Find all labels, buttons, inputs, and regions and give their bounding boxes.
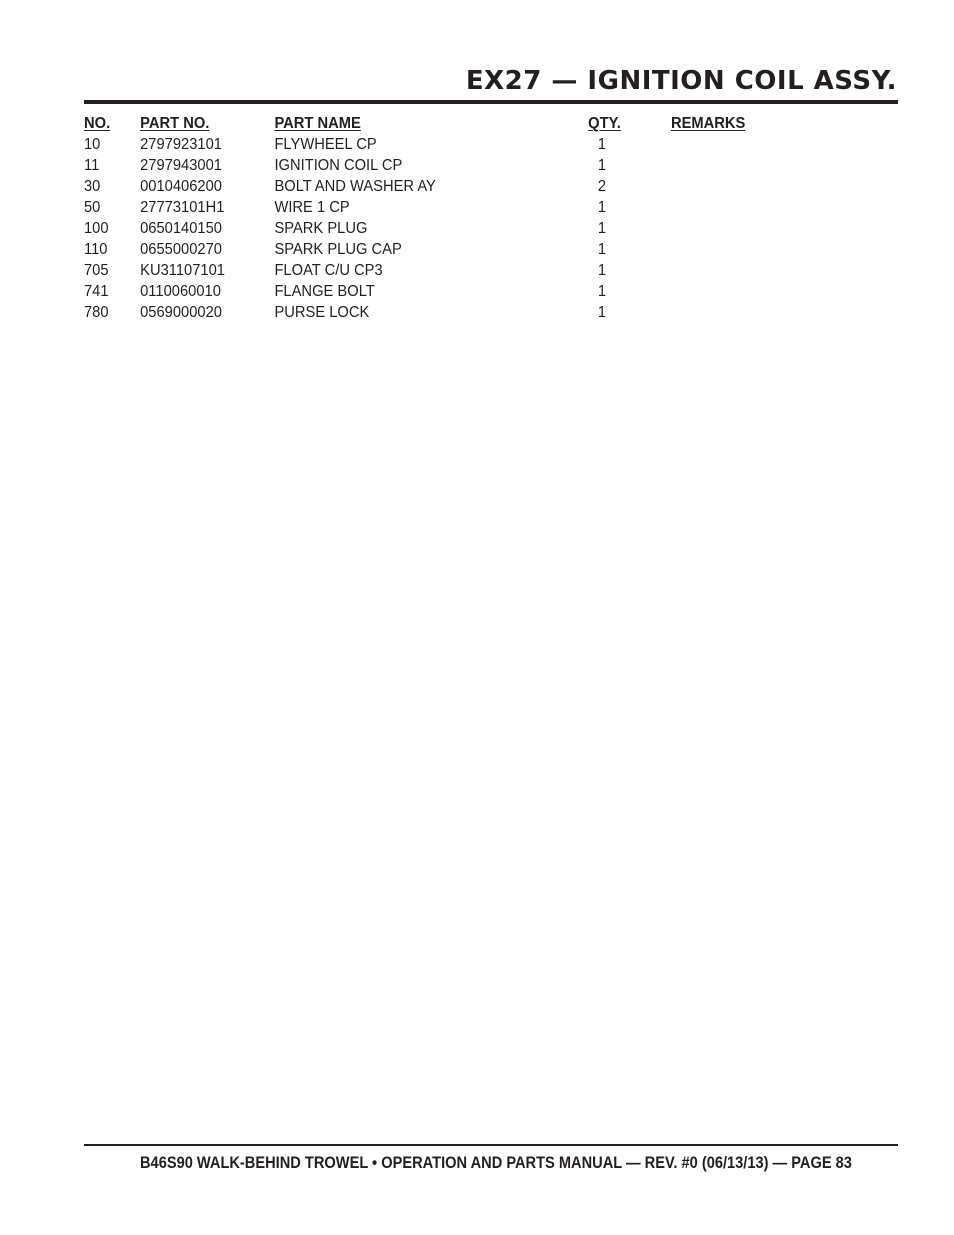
cell-qty: 1 [597,220,607,237]
cell-qty: 1 [597,304,607,321]
cell-no: 705 [84,262,109,279]
cell-no: 110 [84,241,108,258]
cell-qty: 1 [597,157,607,174]
column-header-remarks: REMARKS [670,115,746,132]
cell-part-name: FLANGE BOLT [274,283,375,300]
table-row [84,218,833,239]
cell-part-no: 2797923101 [140,136,222,153]
table-row [84,134,833,155]
cell-part-no: 0569000020 [140,304,222,321]
cell-part-name: BOLT AND WASHER AY [274,178,436,195]
table-row [84,260,833,281]
cell-no: 741 [84,283,109,300]
cell-no: 780 [84,304,109,321]
column-header-part-name: PART NAME [274,115,361,132]
table-row [84,239,833,260]
cell-part-name: FLOAT C/U CP3 [274,262,383,279]
cell-part-no: 27773101H1 [140,199,225,216]
table-row [84,176,833,197]
column-header-qty: QTY. [588,115,621,132]
cell-part-no: 0655000270 [140,241,222,258]
cell-part-no: 0010406200 [140,178,222,195]
cell-part-no: KU31107101 [140,262,225,279]
title-divider [84,100,898,104]
table-row [84,281,833,302]
table-row [84,197,833,218]
column-header-no: NO. [84,115,111,132]
cell-part-name: SPARK PLUG CAP [274,241,402,258]
cell-no: 11 [84,157,100,174]
cell-no: 50 [84,199,101,216]
cell-qty: 1 [597,199,607,216]
cell-part-name: PURSE LOCK [274,304,370,321]
cell-no: 100 [84,220,109,237]
cell-qty: 2 [597,178,607,195]
cell-part-name: SPARK PLUG [274,220,368,237]
page-title: EX27 — IGNITION COIL ASSY. [465,66,897,96]
cell-part-name: IGNITION COIL CP [274,157,403,174]
cell-part-name: WIRE 1 CP [274,199,350,216]
parts-table [84,113,898,323]
cell-part-no: 2797943001 [140,157,222,174]
cell-no: 10 [84,136,101,153]
cell-part-no: 0650140150 [140,220,222,237]
cell-qty: 1 [597,262,607,279]
cell-part-name: FLYWHEEL CP [274,136,377,153]
page-footer: B46S90 WALK-BEHIND TROWEL • OPERATION AND PARTS MANUAL — REV. #0 (06/13/13) — PAGE 83 [140,1153,852,1172]
table-header-row [84,113,833,134]
column-header-part-no: PART NO. [140,115,210,132]
cell-qty: 1 [597,136,607,153]
footer-divider [84,1144,898,1146]
cell-part-no: 0110060010 [140,283,221,300]
cell-no: 30 [84,178,101,195]
cell-qty: 1 [597,283,607,300]
table-row [84,302,833,323]
cell-qty: 1 [597,241,607,258]
table-row [84,155,833,176]
